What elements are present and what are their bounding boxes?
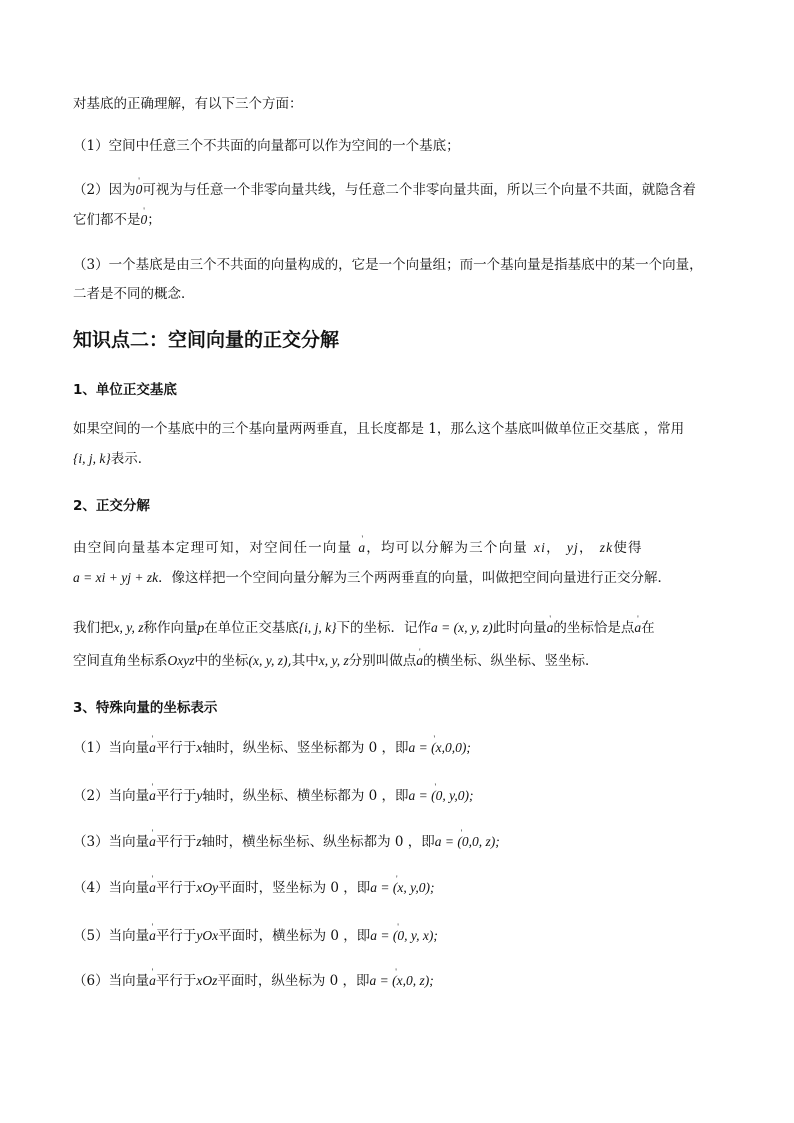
coord-line-1 [73,618,733,638]
decomp-line-1 [73,538,733,558]
vector-a: ' a [149,786,156,806]
case-result: ' a = (x,0,0); [409,738,471,758]
vector-a: ' a [416,651,423,671]
zero-vector: ' 0 [136,180,143,200]
paragraph-text: ．像这样把一个空间向量分解为三个两两垂直的向量，叫做把空间向量进行正交分解． [158,570,672,586]
case-number: （2） [73,788,109,804]
xyz-coords: (x, y, z) [248,653,288,668]
axis-symbol: x [196,740,203,755]
vector-a: ' a [634,618,641,638]
paragraph-text: 的坐标恰是点 [553,620,635,636]
point-text: 因为 [108,182,136,198]
case-text: 当向量 [108,880,150,896]
comma: ， [578,540,594,556]
basis-symbol: {i, j, k} [298,620,337,635]
paragraph-text: 下的坐标．记作 [336,620,432,636]
point-2-line-1 [73,180,733,200]
case-result: ' a = (0,0, z); [435,832,500,852]
special-case-3 [73,832,733,852]
paragraph-text: ,其中 [287,653,319,669]
paragraph-text: ，均可以分解为三个向量 [366,540,528,556]
point-number: （1） [73,138,109,154]
case-text: 平面时，竖坐标为 0 ，即 [218,880,371,896]
axis-symbol: y [196,788,203,803]
vector-yj: yj [566,540,579,555]
vector-p: p [197,620,205,635]
point-1 [73,136,733,156]
coordinate-formula: a = (x, y, z) [431,620,493,635]
paragraph-text: 空间直角坐标系 [73,653,168,669]
special-case-5 [73,926,733,946]
point-text: 它们都不是 [73,212,141,228]
zero-vector: ' 0 [141,210,148,230]
paragraph-text: 称作向量 [143,620,198,636]
case-text: 当向量 [108,740,150,756]
subsection-heading-2: 2、正交分解 [73,498,150,514]
point-number: （2） [73,182,109,198]
case-text: 轴时，纵坐标、竖坐标都为 0 ，即 [202,740,409,756]
subsection-heading-1: 1、单位正交基底 [73,382,177,398]
special-case-1 [73,738,733,758]
case-text: 轴时，横坐标坐标、纵坐标都为 0 ，即 [201,834,435,850]
vector-a: ' a [149,971,156,991]
case-text: 平行于 [155,928,197,944]
vector-a: ' a [547,618,554,638]
section-title: 知识点二：空间向量的正交分解 [73,329,340,351]
paragraph-text: 使得 [613,540,643,556]
case-number: （1） [73,740,109,756]
case-number: （6） [73,973,109,989]
vector-xi: xi [533,540,547,555]
paragraph-text: 的横坐标、纵坐标、竖坐标． [423,653,599,669]
basis-symbol: {i, j, k} [73,451,111,466]
case-text: 当向量 [108,973,150,989]
xyz-symbol: x, y, z [113,620,144,635]
axis-symbol: yOx [196,928,219,943]
oxyz-symbol: Oxyz [167,653,195,668]
case-text: 当向量 [108,834,150,850]
special-case-2 [73,786,733,806]
paragraph-text: 如果空间的一个基底中的三个基向量两两垂直，且长度都是 1，那么这个基底叫做单位正交基底 ，常用 [73,421,685,437]
case-text: 当向量 [108,788,150,804]
point-text: 二者是不同的概念． [73,286,195,302]
point-number: （3） [73,257,109,273]
intro-text: 对基底的正确理解，有以下三个方面： [73,96,303,112]
axis-symbol: xOy [196,880,219,895]
case-result: ' a = (0, y,0); [409,786,474,806]
unit-basis-line-1 [73,419,733,439]
case-result: ' a = (x, y,0); [370,878,434,898]
point-3-line-2 [73,284,733,304]
paragraph-text: 表示． [110,451,152,467]
axis-symbol: z [196,834,202,849]
xyz-symbol: x, y, z [318,653,349,668]
case-result: ' a = (0, y, x); [370,926,438,946]
vector-a: ' a [149,878,156,898]
paragraph-text: 我们把 [73,620,114,636]
vector-a: ' a [149,738,156,758]
special-case-6 [73,971,733,991]
coord-line-2 [73,651,733,671]
decomp-line-2 [73,568,733,588]
case-text: 平面时，横坐标为 0 ，即 [218,928,371,944]
axis-symbol: xOz [196,973,218,988]
case-number: （4） [73,880,109,896]
case-number: （3） [73,834,109,850]
case-text: 轴时，纵坐标、横坐标都为 0 ，即 [202,788,409,804]
special-case-4 [73,878,733,898]
vector-a: ' a [149,832,156,852]
vector-a: ' a [358,538,366,558]
paragraph-text: 分别叫做点 [348,653,417,669]
case-number: （5） [73,928,109,944]
case-result: ' a = (x,0, z); [370,971,434,991]
paragraph-text: 在单位正交基底 [204,620,299,636]
comma: ， [546,540,561,556]
vector-a: ' a [149,926,156,946]
case-text: 平面时，纵坐标为 0 ，即 [217,973,370,989]
intro-line [73,94,733,114]
case-text: 当向量 [108,928,150,944]
subsection-heading-3: 3、特殊向量的坐标表示 [73,700,218,716]
case-text: 平行于 [155,973,197,989]
point-2-line-2 [73,210,733,230]
point-text: 可视为与任意一个非零向量共线，与任意二个非零向量共面，所以三个向量不共面，就隐含着 [142,182,696,198]
case-text: 平行于 [155,880,197,896]
paragraph-text: 在 [641,620,655,636]
case-text: 平行于 [155,788,197,804]
unit-basis-line-2 [73,449,733,469]
paragraph-text: 由空间向量基本定理可知，对空间任一向量 [73,540,353,556]
point-text: ； [147,212,161,228]
point-text: 一个基底是由三个不共面的向量构成的，它是一个向量组；而一个基向量是指基底中的某一个向量， [108,257,703,273]
paragraph-text: 此时向量 [492,620,547,636]
decomposition-formula: a = xi + yj + zk [73,570,159,585]
point-text: 空间中任意三个不共面的向量都可以作为空间的一个基底； [108,138,460,154]
paragraph-text: 中的坐标 [194,653,249,669]
vector-zk: zk [599,540,614,555]
case-text: 平行于 [155,834,197,850]
point-3-line-1 [73,255,733,275]
case-text: 平行于 [155,740,197,756]
